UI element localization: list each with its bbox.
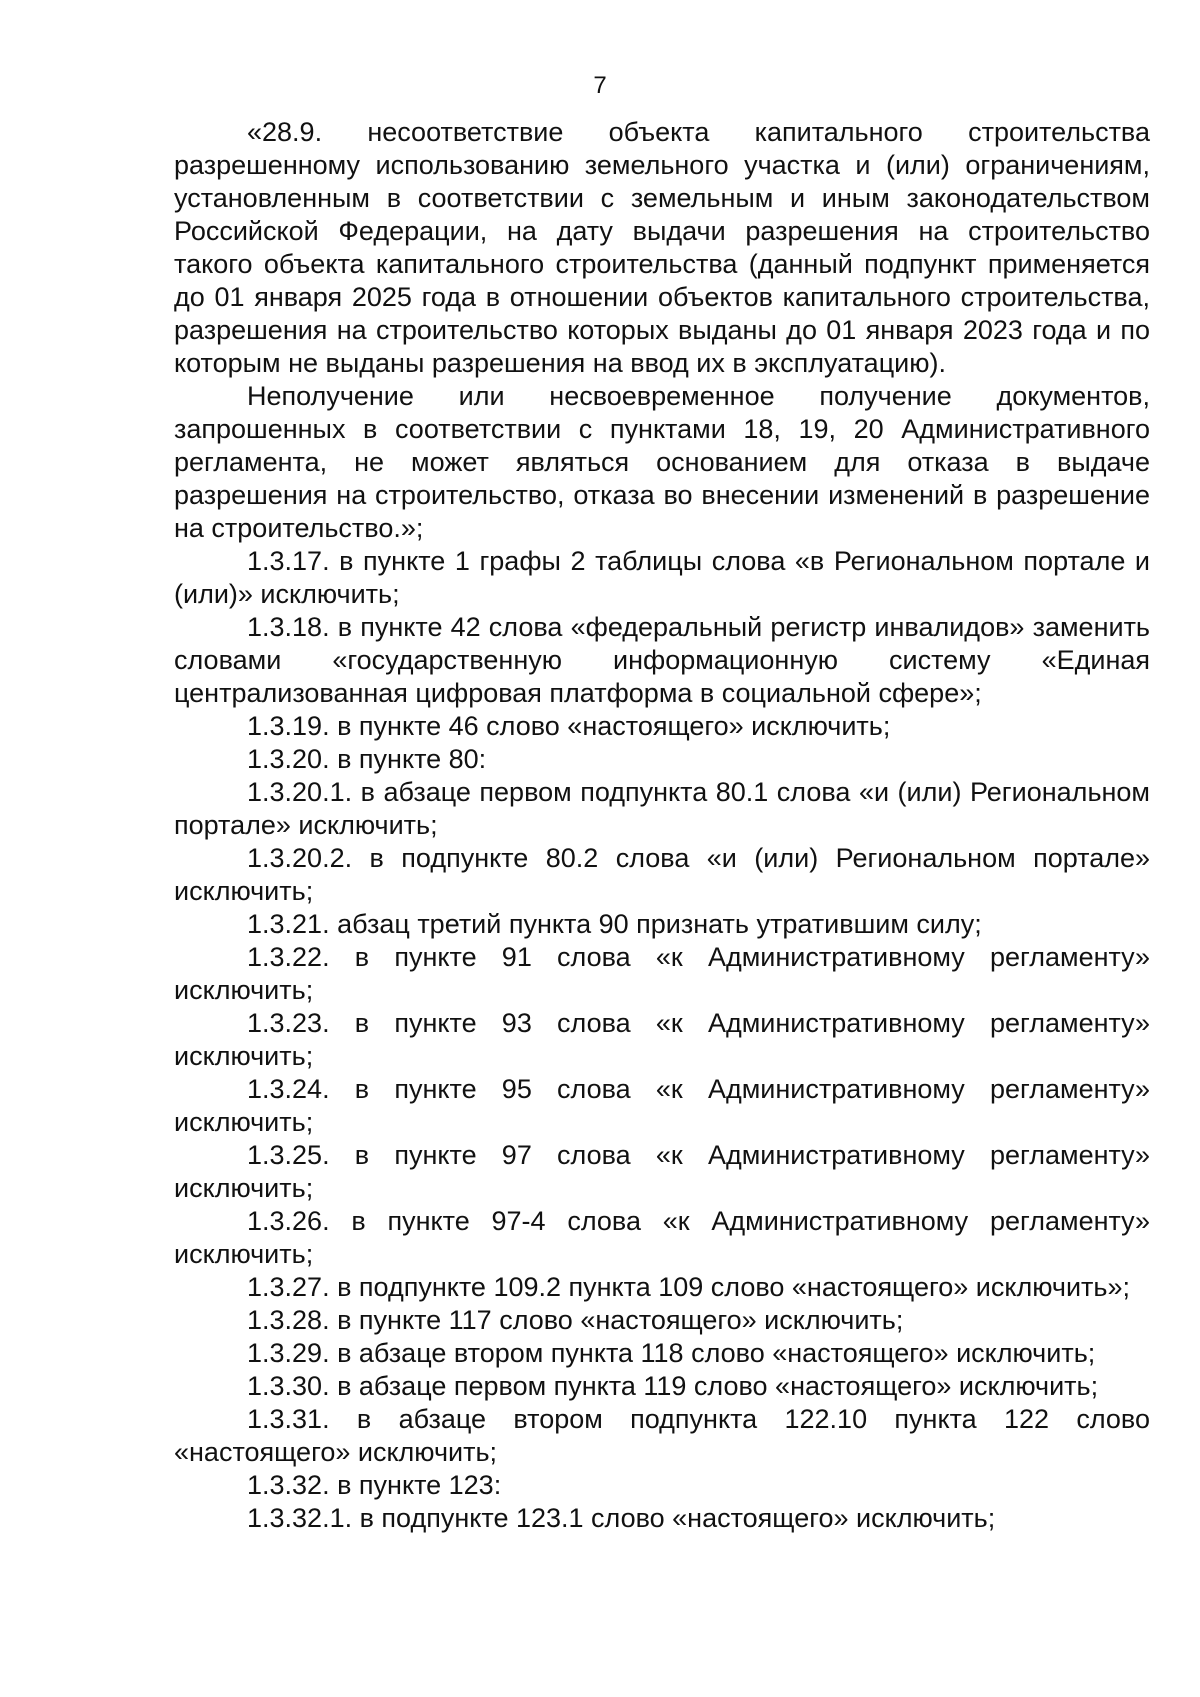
paragraph-1-3-25: 1.3.25. в пункте 97 слова «к Административному регламенту» исключить;: [174, 1140, 1150, 1203]
paragraph-1-3-28: 1.3.28. в пункте 117 слово «настоящего» исключить;: [247, 1305, 904, 1335]
paragraph-1-3-18: 1.3.18. в пункте 42 слова «федеральный регистр инвалидов» заменить словами «государственную информационную систему «Единая централизованная цифровая платформа в социальной сфере»;: [174, 612, 1150, 708]
paragraph-1-3-29: 1.3.29. в абзаце втором пункта 118 слово «настоящего» исключить;: [247, 1338, 1096, 1368]
paragraph-1-3-30: 1.3.30. в абзаце первом пункта 119 слово «настоящего» исключить;: [247, 1371, 1099, 1401]
paragraph-1-3-23: 1.3.23. в пункте 93 слова «к Административному регламенту» исключить;: [174, 1008, 1150, 1071]
paragraph-1-3-17: 1.3.17. в пункте 1 графы 2 таблицы слова «в Региональном портале и (или)» исключить;: [174, 546, 1150, 609]
paragraph-1-3-21: 1.3.21. абзац третий пункта 90 признать утратившим силу;: [247, 909, 982, 939]
paragraph-1-3-26: 1.3.26. в пункте 97-4 слова «к Административному регламенту» исключить;: [174, 1206, 1150, 1269]
paragraph-1-3-19: 1.3.19. в пункте 46 слово «настоящего» исключить;: [247, 711, 891, 741]
paragraph-1-3-27: 1.3.27. в подпункте 109.2 пункта 109 слово «настоящего» исключить»;: [247, 1272, 1130, 1302]
paragraph-non-receipt: Неполучение или несвоевременное получение документов, запрошенных в соответствии с пунктами 18, 19, 20 Административного регламента, не может являться основанием для отказа в выдаче разрешения на строительство, отказа во внесении изменений в разрешение на строительство.»;: [174, 381, 1150, 543]
paragraph-1-3-32: 1.3.32. в пункте 123:: [247, 1470, 502, 1500]
paragraph-28-9: «28.9. несоответствие объекта капитального строительства разрешенному использованию земельного участка и (или) ограничениям, установленным в соответствии с земельным и иным законодательством Российской Федерации, на дату выдачи разрешения на строительство такого объекта капитального строительства (данный подпункт применяется до 01 января 2025 года в отношении объектов капитального строительства, разрешения на строительство которых выданы до 01 января 2023 года и по которым не выданы разрешения на ввод их в эксплуатацию).: [174, 117, 1150, 378]
paragraph-1-3-20-2: 1.3.20.2. в подпункте 80.2 слова «и (или) Региональном портале» исключить;: [174, 843, 1150, 906]
paragraph-1-3-22: 1.3.22. в пункте 91 слова «к Административному регламенту» исключить;: [174, 942, 1150, 1005]
paragraph-1-3-31: 1.3.31. в абзаце втором подпункта 122.10 пункта 122 слово «настоящего» исключить;: [174, 1404, 1150, 1467]
paragraph-1-3-20-1: 1.3.20.1. в абзаце первом подпункта 80.1 слова «и (или) Региональном портале» исключить;: [174, 777, 1150, 840]
paragraph-1-3-24: 1.3.24. в пункте 95 слова «к Административному регламенту» исключить;: [174, 1074, 1150, 1137]
paragraph-1-3-20: 1.3.20. в пункте 80:: [247, 744, 487, 774]
page-number: 7: [593, 72, 607, 99]
document-body: [174, 116, 1150, 1535]
paragraph-1-3-32-1: 1.3.32.1. в подпункте 123.1 слово «настоящего» исключить;: [247, 1503, 996, 1533]
